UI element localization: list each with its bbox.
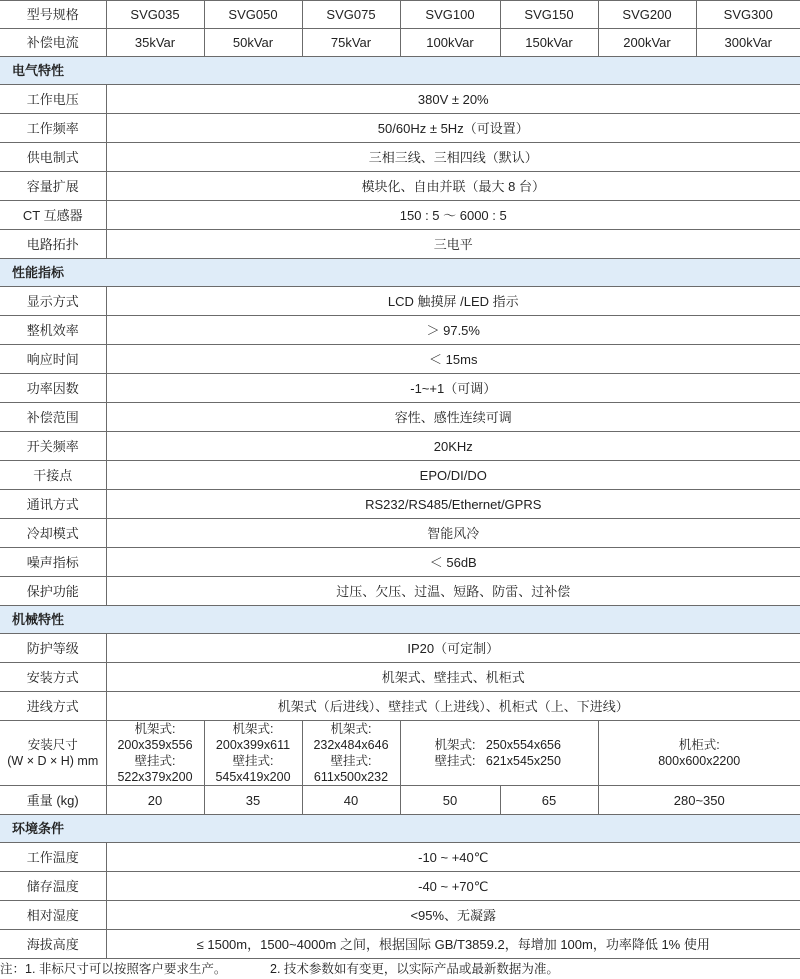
comp-cell: 35kVar [106, 29, 204, 57]
dim-line: 232x484x646 [313, 738, 389, 752]
footnote: 注：1. 非标尺寸可以按照客户要求生产。 [0, 962, 227, 976]
dim-line: 机柜式: [678, 738, 720, 752]
spec-value: 机架式（后进线）、壁挂式（上进线）、机柜式（上、下进线） [106, 692, 800, 721]
spec-label: 容量扩展 [0, 172, 106, 201]
weight-cell: 280~350 [598, 786, 800, 815]
dim-line: 200x359x556 [117, 738, 193, 752]
spec-row [0, 548, 800, 577]
section-title: 机械特性 [0, 606, 800, 634]
spec-value: 50/60Hz ± 5Hz（可设置） [106, 114, 800, 143]
spec-row [0, 114, 800, 143]
dimensions-label [0, 721, 106, 786]
dim-line: 机架式: 250x554x656 [434, 738, 561, 752]
spec-label: 供电制式 [0, 143, 106, 172]
spec-label: 通讯方式 [0, 490, 106, 519]
spec-label: 防护等级 [0, 634, 106, 663]
comp-cell: 300kVar [696, 29, 800, 57]
spec-row [0, 374, 800, 403]
dim-line: 壁挂式: [232, 754, 274, 768]
spec-value: LCD 触摸屏 /LED 指示 [106, 287, 800, 316]
spec-label: 电路拓扑 [0, 230, 106, 259]
dim-line: 机架式: [134, 722, 176, 736]
spec-row [0, 287, 800, 316]
comp-cell: 75kVar [302, 29, 400, 57]
dimensions-cell [400, 721, 598, 786]
weight-cell: 65 [500, 786, 598, 815]
comp-cell: 50kVar [204, 29, 302, 57]
spec-value: 三相三线、三相四线（默认） [106, 143, 800, 172]
footnote: 2. 技术参数如有变更，以实际产品或最新数据为准。 [270, 962, 559, 976]
model-cell: SVG150 [500, 1, 598, 29]
spec-row [0, 403, 800, 432]
spec-value: RS232/RS485/Ethernet/GPRS [106, 490, 800, 519]
spec-row [0, 930, 800, 959]
spec-label: 储存温度 [0, 872, 106, 901]
model-cell: SVG200 [598, 1, 696, 29]
weight-row [0, 786, 800, 815]
model-cell: SVG035 [106, 1, 204, 29]
comp-cell: 100kVar [400, 29, 500, 57]
comp-row [0, 29, 800, 57]
spec-row [0, 143, 800, 172]
model-cell: SVG075 [302, 1, 400, 29]
dim-line: 611x500x232 [313, 770, 389, 784]
spec-value: 过压、欠压、过温、短路、防雷、过补偿 [106, 577, 800, 606]
spec-row [0, 461, 800, 490]
spec-value: ＜ 15ms [106, 345, 800, 374]
dimensions-label-line: 安装尺寸 [27, 738, 78, 752]
model-cell: SVG300 [696, 1, 800, 29]
spec-value: 智能风冷 [106, 519, 800, 548]
model-cell: SVG050 [204, 1, 302, 29]
spec-row [0, 634, 800, 663]
spec-value: 380V ± 20% [106, 85, 800, 114]
dim-line: 机架式: [232, 722, 274, 736]
spec-value: 150 : 5 ～ 6000 : 5 [106, 201, 800, 230]
spec-value: -1~+1（可调） [106, 374, 800, 403]
spec-row [0, 843, 800, 872]
model-row [0, 1, 800, 29]
spec-label: 保护功能 [0, 577, 106, 606]
dim-line: 800x600x2200 [658, 754, 741, 768]
spec-row [0, 345, 800, 374]
spec-value: 模块化、自由并联（最大 8 台） [106, 172, 800, 201]
dim-line: 200x399x611 [215, 738, 291, 752]
section-header-environment [0, 815, 800, 843]
comp-cell: 200kVar [598, 29, 696, 57]
spec-label: 工作频率 [0, 114, 106, 143]
section-header-electrical [0, 57, 800, 85]
dim-line: 壁挂式: 621x545x250 [434, 754, 561, 768]
weight-cell: 35 [204, 786, 302, 815]
spec-value: EPO/DI/DO [106, 461, 800, 490]
spec-row [0, 230, 800, 259]
spec-label: CT 互感器 [0, 201, 106, 230]
spec-value: -40 ~ +70℃ [106, 872, 800, 901]
spec-label: 开关频率 [0, 432, 106, 461]
dimensions-cell [204, 721, 302, 786]
spec-value: 三电平 [106, 230, 800, 259]
weight-cell: 20 [106, 786, 204, 815]
dim-line: 机架式: [330, 722, 372, 736]
spec-value: <95%、无凝露 [106, 901, 800, 930]
section-title: 环境条件 [0, 815, 800, 843]
spec-row [0, 901, 800, 930]
dimensions-row [0, 721, 800, 786]
spec-label: 功率因数 [0, 374, 106, 403]
spec-value: IP20（可定制） [106, 634, 800, 663]
spec-row [0, 663, 800, 692]
section-title: 电气特性 [0, 57, 800, 85]
weight-cell: 50 [400, 786, 500, 815]
spec-row [0, 432, 800, 461]
comp-label: 补偿电流 [0, 29, 106, 57]
spec-label: 工作温度 [0, 843, 106, 872]
dimensions-cell [106, 721, 204, 786]
spec-row [0, 316, 800, 345]
spec-row [0, 519, 800, 548]
spec-label: 海拔高度 [0, 930, 106, 959]
spec-row [0, 85, 800, 114]
spec-value: ≤ 1500m，1500~4000m 之间，根据国际 GB/T3859.2，每增加 100m，功率降低 1% 使用 [106, 930, 800, 959]
spec-row [0, 692, 800, 721]
spec-value: ＞ 97.5% [106, 316, 800, 345]
spec-row [0, 577, 800, 606]
spec-value: 容性、感性连续可调 [106, 403, 800, 432]
model-cell: SVG100 [400, 1, 500, 29]
section-header-performance [0, 259, 800, 287]
spec-row [0, 201, 800, 230]
spec-label: 工作电压 [0, 85, 106, 114]
dim-line: 545x419x200 [215, 770, 291, 784]
spec-value: 20KHz [106, 432, 800, 461]
dimensions-cell [598, 721, 800, 786]
weight-cell: 40 [302, 786, 400, 815]
spec-label: 干接点 [0, 461, 106, 490]
spec-label: 冷却模式 [0, 519, 106, 548]
spec-row [0, 872, 800, 901]
comp-cell: 150kVar [500, 29, 598, 57]
weight-label: 重量 (kg) [0, 786, 106, 815]
model-label: 型号规格 [0, 1, 106, 29]
spec-label: 进线方式 [0, 692, 106, 721]
dim-line: 壁挂式: [134, 754, 176, 768]
footnotes [0, 960, 800, 979]
section-header-mechanical [0, 606, 800, 634]
dim-line: 壁挂式: [330, 754, 372, 768]
spec-row [0, 172, 800, 201]
spec-value: ＜ 56dB [106, 548, 800, 577]
spec-label: 整机效率 [0, 316, 106, 345]
spec-label: 响应时间 [0, 345, 106, 374]
dimensions-cell [302, 721, 400, 786]
spec-label: 噪声指标 [0, 548, 106, 577]
spec-row [0, 490, 800, 519]
spec-value: 机架式、壁挂式、机柜式 [106, 663, 800, 692]
spec-label: 相对湿度 [0, 901, 106, 930]
dim-line: 522x379x200 [117, 770, 193, 784]
spec-value: -10 ~ +40℃ [106, 843, 800, 872]
spec-label: 补偿范围 [0, 403, 106, 432]
dimensions-label-line: (W × D × H) mm [7, 754, 99, 768]
section-title: 性能指标 [0, 259, 800, 287]
spec-label: 安装方式 [0, 663, 106, 692]
spec-label: 显示方式 [0, 287, 106, 316]
